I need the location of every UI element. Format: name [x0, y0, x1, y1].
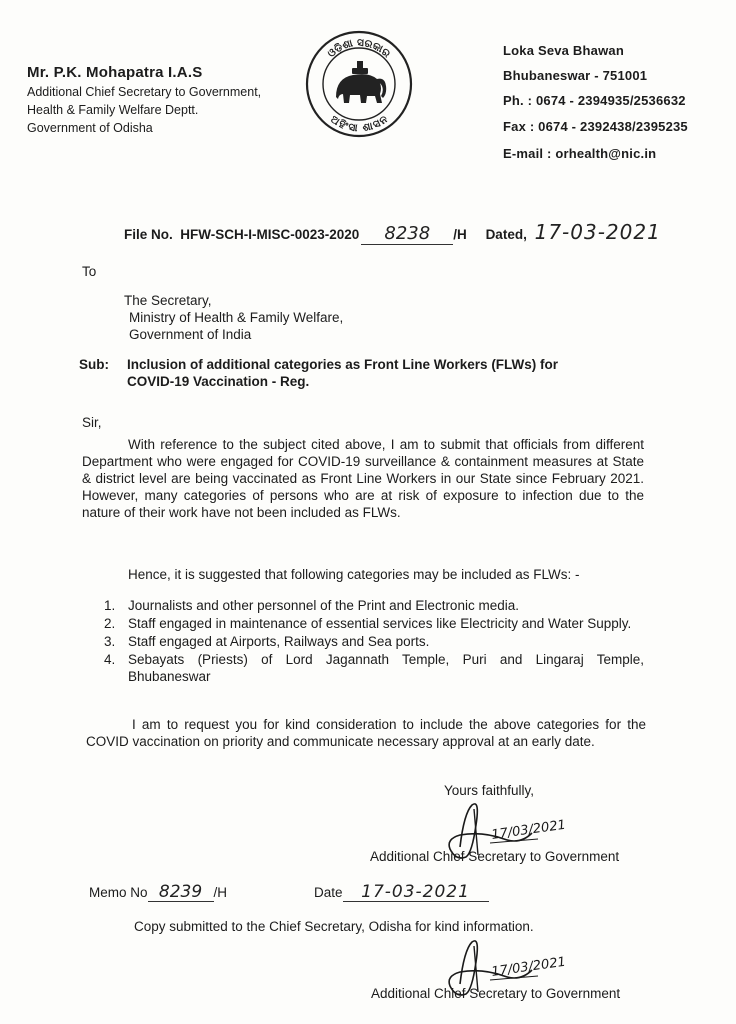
memo-date-line	[314, 884, 489, 902]
paragraph-1: With reference to the subject cited above, I am to submit that officials from different Department who were engaged for COVID-19 surveillance & containment measures at State & district level are being vaccinated as Front Line Workers in our State since February 2021. However, many categories of persons who are at risk of exposure to infection due to the nature of their work have not been included as FLWs.	[82, 437, 644, 520]
address-line-1: Loka Seva Bhawan	[503, 43, 624, 58]
svg-text:ଓଡ଼ିଶା ସରକାର	[325, 37, 393, 61]
signature-1-date: 17/03/2021	[490, 817, 567, 843]
salutation: Sir,	[82, 415, 102, 430]
memo-label: Memo No	[89, 885, 148, 900]
odisha-state-emblem-icon	[303, 28, 415, 140]
categories-list	[104, 597, 644, 686]
subject	[79, 356, 558, 390]
file-suffix: /H	[453, 227, 467, 242]
file-number: HFW-SCH-I-MISC-0023-2020	[180, 227, 360, 242]
address-phone: Ph. : 0674 - 2394935/2536632	[503, 93, 686, 108]
signatory-designation-2: Additional Chief Secretary to Government	[371, 986, 621, 1001]
sender-name: Mr. P.K. Mohapatra I.A.S	[27, 64, 203, 81]
file-label: File No.	[124, 227, 173, 242]
closing: Yours faithfully,	[444, 783, 535, 798]
list-item: 3. Staff engaged at Airports, Railways and Sea ports.	[104, 634, 430, 649]
memo-date-label: Date	[314, 885, 343, 900]
memo-line	[89, 884, 227, 902]
list-item: 4. Sebayats (Priests) of Lord Jagannath Temple, Puri and Lingaraj Temple, Bhubaneswar	[104, 652, 644, 684]
address-email: E-mail : orhealth@nic.in	[503, 146, 657, 161]
subject-label: Sub:	[79, 357, 109, 372]
emblem-bottom-text: ଅହିଂସା ଶାସନ	[328, 113, 390, 135]
address-fax: Fax : 0674 - 2392438/2395235	[503, 119, 688, 134]
paragraph-3: I am to request you for kind consideration to include the above categories for the COVID vaccination on priority and communicate necessary approval at an early date.	[86, 717, 646, 749]
signatory-designation-1: Additional Chief Secretary to Government	[370, 849, 620, 864]
copy-note: Copy submitted to the Chief Secretary, Odisha for kind information.	[134, 919, 534, 934]
list-item: 1. Journalists and other personnel of the Print and Electronic media.	[104, 598, 519, 613]
emblem-top-text: ଓଡ଼ିଶା ସରକାର	[325, 36, 393, 61]
file-handwritten-number: 8238	[361, 223, 453, 245]
file-handwritten-date: 17-03-2021	[534, 220, 661, 244]
list-item: 2. Staff engaged in maintenance of essential services like Electricity and Water Supply.	[104, 616, 632, 631]
recipient-line-1: The Secretary,	[124, 293, 212, 308]
signature-2-date: 17/03/2021	[490, 954, 567, 980]
sender-designation-line-1: Additional Chief Secretary to Government,	[27, 85, 262, 99]
subject-line-1: Inclusion of additional categories as Front Line Workers (FLWs) for	[127, 357, 559, 372]
sender-designation-line-2: Health & Family Welfare Deptt.	[27, 103, 199, 117]
paragraph-2: Hence, it is suggested that following categories may be included as FLWs: -	[128, 567, 580, 582]
subject-line-2: COVID-19 Vaccination - Reg.	[127, 374, 310, 389]
dated-label: Dated,	[485, 227, 527, 242]
recipient-line-3: Government of India	[129, 327, 252, 342]
memo-handwritten-number: 8239	[148, 884, 214, 902]
file-number-line	[124, 220, 661, 245]
recipient-line-2: Ministry of Health & Family Welfare,	[129, 310, 344, 325]
sender-designation-line-3: Government of Odisha	[27, 121, 153, 135]
to-label: To	[82, 264, 97, 279]
address-line-2: Bhubaneswar - 751001	[503, 68, 648, 83]
memo-suffix: /H	[213, 885, 228, 900]
memo-handwritten-date: 17-03-2021	[343, 884, 489, 902]
